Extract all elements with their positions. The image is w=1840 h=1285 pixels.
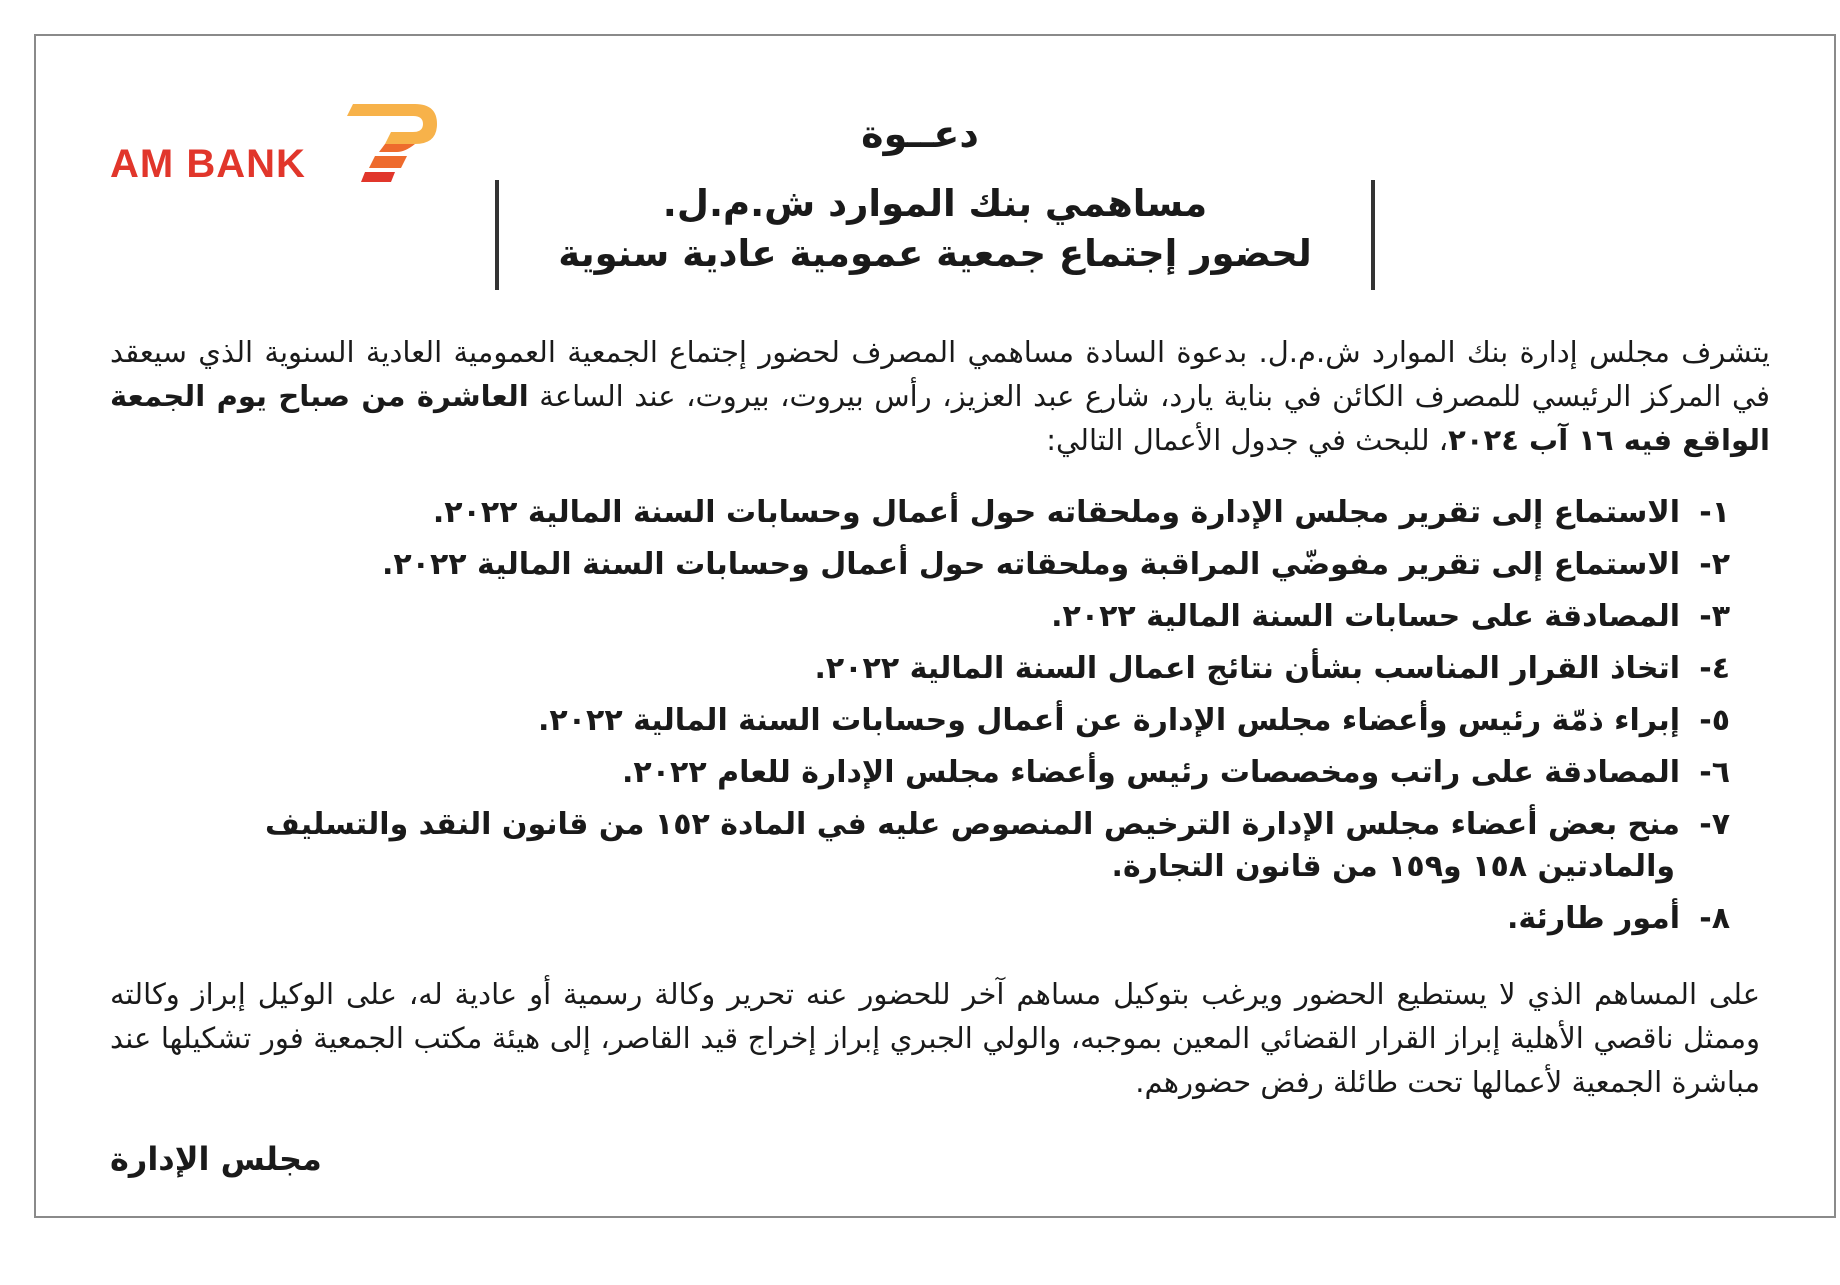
agenda-item-text: إبراء ذمّة رئيس وأعضاء مجلس الإدارة عن أعمال وحسابات السنة المالية ٢٠٢٢. — [538, 703, 1680, 738]
agenda-item — [240, 596, 1730, 638]
intro-meeting-time: العاشرة من صباح يوم الجمعة الواقع فيه ١٦ آب ٢٠٢٤ — [110, 379, 1770, 457]
agenda-list — [240, 492, 1730, 950]
intro-paragraph — [110, 330, 1770, 462]
agenda-item-continuation: والمادتين ١٥٨ و١٥٩ من قانون التجارة. — [1111, 849, 1675, 884]
agenda-item-text: أمور طارئة. — [1506, 901, 1680, 936]
agenda-item-number: ٣- — [1699, 599, 1730, 634]
logo-text: AM BANK — [110, 142, 306, 186]
agenda-item — [240, 898, 1730, 940]
agenda-item — [240, 700, 1730, 742]
agenda-item-number: ٦- — [1699, 755, 1730, 790]
heading-divider-left — [495, 180, 499, 290]
proxy-note: على المساهم الذي لا يستطيع الحضور ويرغب بتوكيل مساهم آخر للحضور عنه تحرير وكالة رسمية أو عادية له، على الوكيل إبراز وكالته وممثل ناقصي الأهلية إبراز القرار القضائي المعين بموجبه، والولي الجبري إبراز إخراج قيد القاصر، إلى هيئة مكتب الجمعية فور تشكيلها عند مباشرة الجمعية لأعمالها تحت طائلة رفض حضورهم. — [110, 977, 1760, 1099]
agenda-item-text: الاستماع إلى تقرير مجلس الإدارة وملحقاته حول أعمال وحسابات السنة المالية ٢٠٢٢. — [432, 495, 1680, 530]
agenda-item-number: ٢- — [1699, 547, 1730, 582]
agenda-item-text: المصادقة على حسابات السنة المالية ٢٠٢٢. — [1051, 599, 1680, 634]
agenda-item — [240, 544, 1730, 586]
signature: مجلس الإدارة — [110, 1140, 322, 1178]
agenda-item-number: ١- — [1699, 495, 1730, 530]
agenda-item-text: المصادقة على راتب ومخصصات رئيس وأعضاء مجلس الإدارة للعام ٢٠٢٢. — [621, 755, 1680, 790]
agenda-item — [240, 492, 1730, 534]
heading-divider-right — [1371, 180, 1375, 290]
heading-line-2: لحضور إجتماع جمعية عمومية عادية سنوية — [558, 232, 1312, 275]
agenda-item — [240, 804, 1730, 888]
agenda-item-number: ٨- — [1699, 901, 1730, 936]
agenda-item — [240, 648, 1730, 690]
agenda-item-number: ٥- — [1699, 703, 1730, 738]
heading-box — [495, 180, 1375, 290]
heading-line-1: مساهمي بنك الموارد ش.م.ل. — [662, 182, 1208, 225]
agenda-item-number: ٤- — [1699, 651, 1730, 686]
agenda-item-text: الاستماع إلى تقرير مفوضّي المراقبة وملحقاته حول أعمال وحسابات السنة المالية ٢٠٢٢. — [381, 547, 1680, 582]
intro-text-2: ، للبحث في جدول الأعمال التالي: — [1046, 423, 1449, 457]
agenda-item-number: ٧- — [1699, 807, 1730, 842]
agenda-item-text: اتخاذ القرار المناسب بشأن نتائج اعمال السنة المالية ٢٠٢٢. — [814, 651, 1680, 686]
intro-text-1: يتشرف مجلس إدارة بنك الموارد ش.م.ل. بدعوة السادة مساهمي المصرف لحضور إجتماع الجمعية العمومية العادية السنوية الذي سيعقد في المركز الرئيسي للمصرف الكائن في بناية يارد، شارع عبد العزيز، رأس بيروت، بيروت، عند الساعة — [110, 335, 1770, 413]
agenda-item-text: منح بعض أعضاء مجلس الإدارة الترخيص المنصوص عليه في المادة ١٥٢ من قانون النقد والتسليف — [265, 807, 1680, 842]
page-title: دعــوة — [861, 112, 979, 156]
agenda-item — [240, 752, 1730, 794]
